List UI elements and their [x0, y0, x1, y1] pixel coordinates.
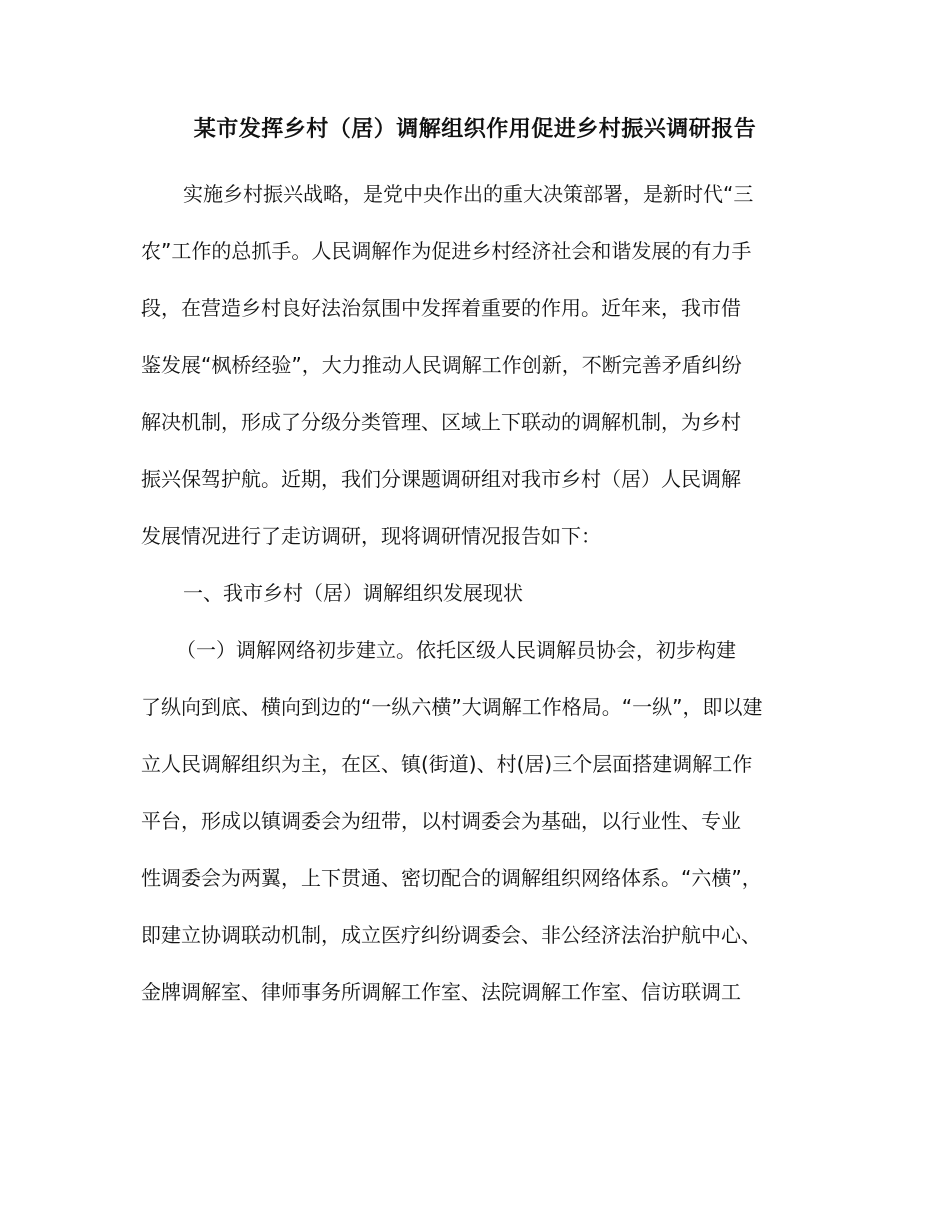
paragraph-line: 解决机制，形成了分级分类管理、区域上下联动的调解机制，为乡村 — [141, 410, 741, 434]
paragraph-line: 了纵向到底、横向到边的“一纵六横”大调解工作格局。“一纵”，即以建 — [141, 695, 763, 719]
paragraph-line: （一）调解网络初步建立。依托区级人民调解员协会，初步构建 — [176, 638, 736, 662]
paragraph-line: 平台，形成以镇调委会为纽带，以村调委会为基础，以行业性、专业 — [141, 809, 741, 833]
paragraph-line: 立人民调解组织为主，在区、镇(街道)、村(居)三个层面搭建调解工作 — [141, 752, 753, 776]
paragraph-line: 即建立协调联动机制，成立医疗纠纷调委会、非公经济法治护航中心、 — [141, 923, 761, 947]
paragraph-line: 振兴保驾护航。近期，我们分课题调研组对我市乡村（居）人民调解 — [141, 467, 741, 491]
document-title: 某市发挥乡村（居）调解组织作用促进乡村振兴调研报告 — [193, 117, 757, 142]
paragraph-line: 鉴发展“枫桥经验”，大力推动人民调解工作创新，不断完善矛盾纠纷 — [141, 353, 742, 377]
paragraph-line: 农”工作的总抓手。人民调解作为促进乡村经济社会和谐发展的有力手 — [141, 239, 752, 263]
paragraph-line: 段，在营造乡村良好法治氛围中发挥着重要的作用。近年来，我市借 — [141, 296, 741, 320]
paragraph-line: 金牌调解室、律师事务所调解工作室、法院调解工作室、信访联调工 — [141, 980, 741, 1004]
paragraph-line: 实施乡村振兴战略，是党中央作出的重大决策部署，是新时代“三 — [183, 182, 754, 206]
section-heading: 一、我市乡村（居）调解组织发展现状 — [183, 581, 523, 605]
paragraph-line: 性调委会为两翼，上下贯通、密切配合的调解组织网络体系。“六横”， — [141, 866, 762, 890]
paragraph-line: 发展情况进行了走访调研，现将调研情况报告如下： — [141, 524, 601, 548]
